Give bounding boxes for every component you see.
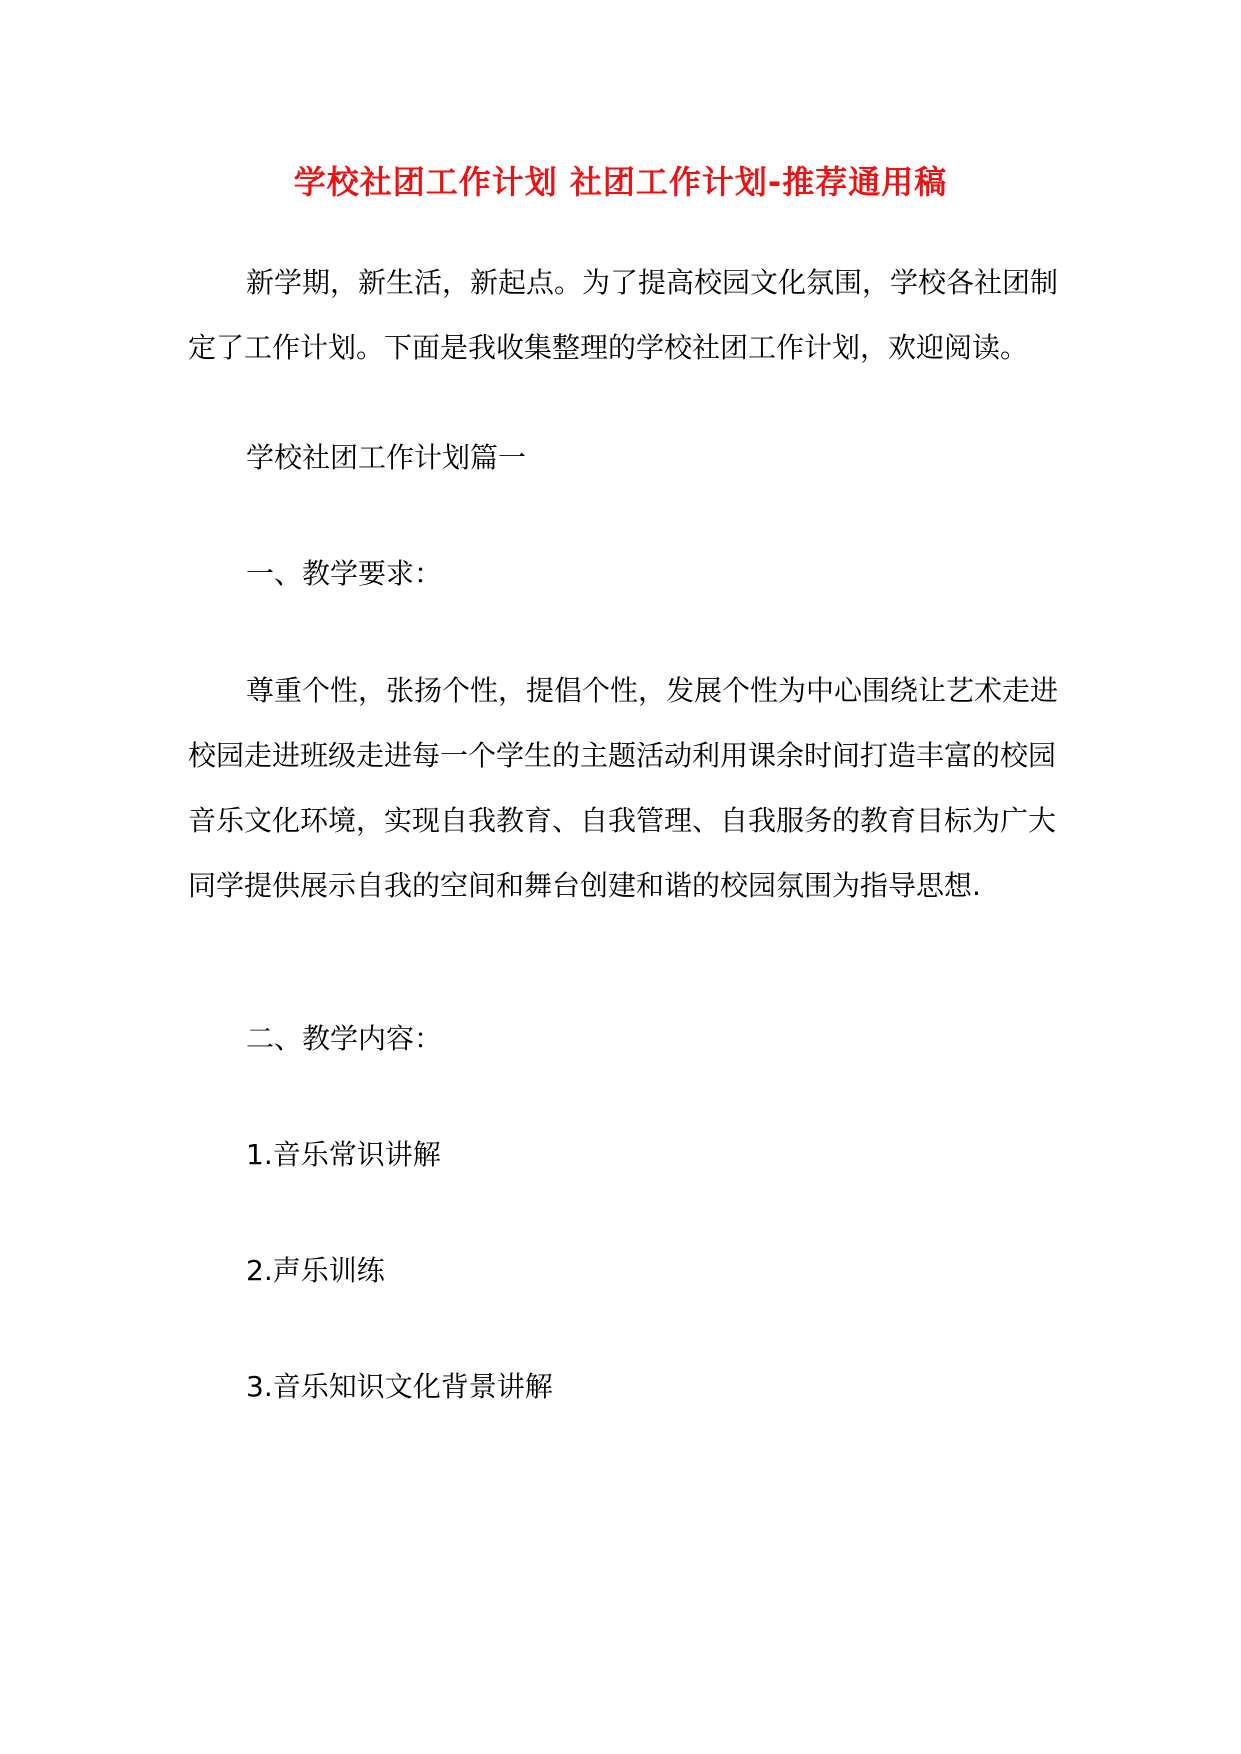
section-title: 学校社团工作计划篇一 (246, 441, 527, 474)
intro-paragraph: 新学期，新生活，新起点。为了提高校园文化氛围，学校各社团制定了工作计划。下面是我收集整理的学校社团工作计划，欢迎阅读。 (188, 266, 1059, 364)
list-item: 1.音乐常识讲解 (246, 1138, 441, 1171)
list-item: 2.声乐训练 (246, 1254, 385, 1287)
heading-teaching-content: 二、教学内容： (246, 1022, 443, 1055)
heading-teaching-requirements: 一、教学要求： (246, 557, 443, 590)
document-title: 学校社团工作计划 社团工作计划-推荐通用稿 (293, 163, 948, 201)
requirements-paragraph: 尊重个性，张扬个性，提倡个性，发展个性为中心围绕让艺术走进校园走进班级走进每一个学生的主题活动利用课余时间打造丰富的校园音乐文化环境，实现自我教育、自我管理、自我服务的教育目标为广大同学提供展示自我的空间和舞台创建和谐的校园氛围为指导思想. (188, 674, 1059, 902)
list-item: 3.音乐知识文化背景讲解 (246, 1370, 553, 1403)
